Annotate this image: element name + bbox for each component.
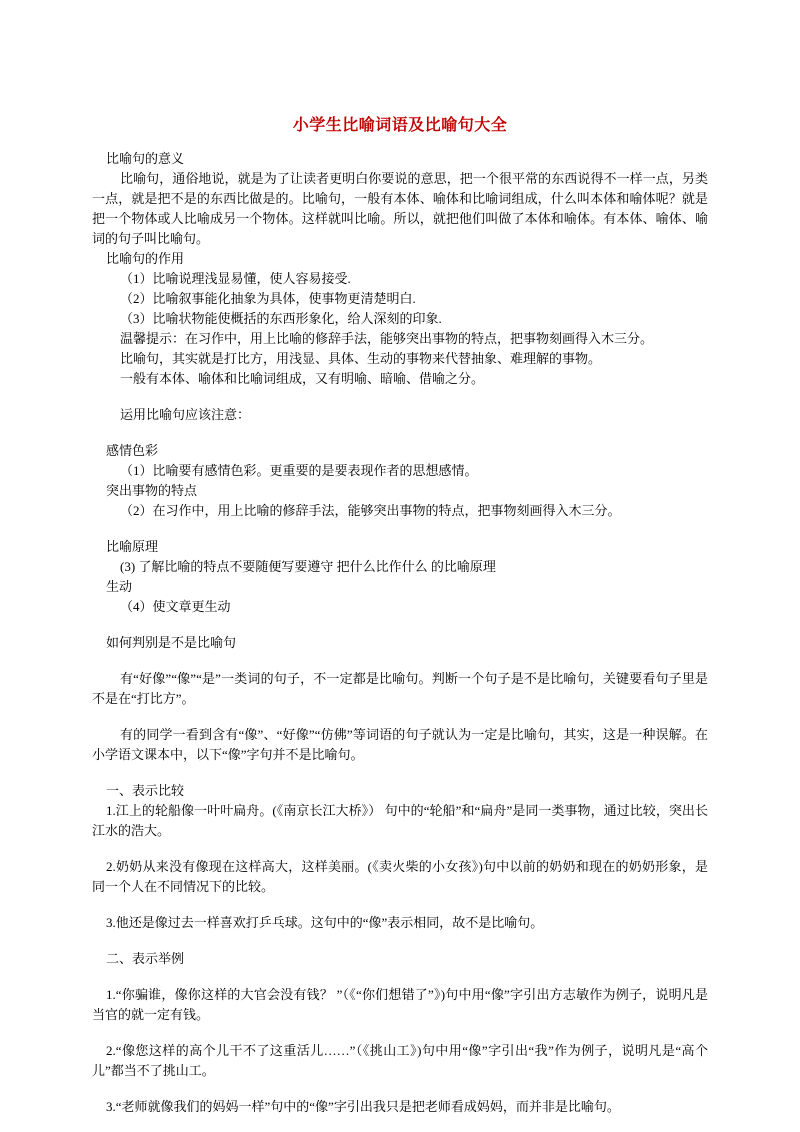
paragraph: 一、表示比较: [106, 783, 185, 798]
paragraph: 3.“老师就像我们的妈妈一样”句中的“像”字引出我只是把老师看成妈妈，而并非是比喻句。: [106, 1099, 620, 1114]
paragraph: 比喻原理: [106, 539, 159, 554]
paragraph-spacer: [92, 425, 708, 441]
paragraph-spacer: [92, 933, 708, 949]
paragraph: （2）比喻叙事能化抽象为具体，使事物更清楚明白.: [120, 291, 416, 306]
paragraph: 比喻句，其实就是打比方，用浅显、具体、生动的事物来代替抽象、难理解的事物。: [120, 351, 602, 366]
paragraph: 一般有本体、喻体和比喻词组成，又有明喻、暗喻、借喻之分。: [120, 371, 485, 386]
paragraph-spacer: [92, 897, 708, 913]
paragraph-spacer: [92, 1081, 708, 1097]
paragraph: 有的同学一看到含有“像”、“好像”“仿佛”等词语的句子就认为一定是比喻句，其实，这是一种误解。在小学语文课本中，以下“像”字句并不是比喻句。: [92, 727, 708, 762]
paragraph: 运用比喻句应该注意：: [120, 407, 251, 422]
paragraph: 生动: [106, 579, 133, 594]
paragraph: （3）比喻状物能使概括的东西形象化，给人深刻的印象.: [120, 311, 442, 326]
paragraph: 比喻句，通俗地说，就是为了让读者更明白你要说的意思，把一个很平常的东西说得不一样一点，另类一点，就是把不是的东西比做是的。比喻句，一般有本体、喻体和比喻词组成，什么叫本体和喻体呢？就是把一个物体或人比喻成另一个物体。这样就叫比喻。所以，就把他们叫做了本体和喻体。有本体、喻体、喻词的句子叫比喻句。: [92, 171, 708, 246]
paragraph-spacer: [92, 709, 708, 725]
paragraph-spacer: [92, 521, 708, 537]
paragraph-spacer: [92, 653, 708, 669]
paragraph: 温馨提示：在习作中，用上比喻的修辞手法，能够突出事物的特点，把事物刻画得入木三分。: [120, 331, 654, 346]
paragraph: 如何判别是不是比喻句: [106, 635, 237, 650]
paragraph-spacer: [92, 617, 708, 633]
paragraph-spacer: [92, 841, 708, 857]
paragraph: 2.奶奶从来没有像现在这样高大，这样美丽。(《卖火柴的小女孩》)句中以前的奶奶和现在的奶奶形象，是同一个人在不同情况下的比较。: [92, 859, 708, 894]
paragraph-spacer: [92, 389, 708, 405]
paragraph: （1）比喻说理浅显易懂，使人容易接受.: [120, 271, 351, 286]
paragraph: 2.“像您这样的高个儿干不了这重活儿……”（《挑山工》)句中用“像”字引出“我”作为例子，说明凡是“高个儿”都当不了挑山工。: [92, 1043, 708, 1078]
paragraph: 突出事物的特点: [106, 483, 198, 498]
paragraph: 有“好像”“像”“是”一类词的句子，不一定都是比喻句。判断一个句子是不是比喻句，关键要看句子里是不是在“打比方”。: [92, 671, 708, 706]
paragraph: （4）使文章更生动: [120, 599, 231, 614]
document-body: [92, 149, 708, 1117]
paragraph: (3) 了解比喻的特点不要随便写要遵守 把什么比作什么 的比喻原理: [120, 559, 496, 574]
paragraph: 1.江上的轮船像一叶叶扁舟。(《南京长江大桥》） 句中的“轮船”和“扁舟”是同一类事物，通过比较，突出长江水的浩大。: [92, 803, 708, 838]
paragraph: （1）比喻要有感情色彩。更重要的是要表现作者的思想感情。: [120, 463, 478, 478]
paragraph: 二、表示举例: [106, 951, 185, 966]
paragraph: 3.他还是像过去一样喜欢打乒乓球。这句中的“像”表示相同，故不是比喻句。: [106, 915, 544, 930]
paragraph-spacer: [92, 1025, 708, 1041]
paragraph: （2）在习作中，用上比喻的修辞手法，能够突出事物的特点，把事物刻画得入木三分。: [120, 503, 621, 518]
paragraph-spacer: [92, 765, 708, 781]
paragraph: 感情色彩: [106, 443, 159, 458]
paragraph: 比喻句的意义: [106, 151, 185, 166]
paragraph: 1.“你骗谁，像你这样的大官会没有钱？ ”（《“你们想错了”》)句中用“像”字引出方志敏作为例子，说明凡是当官的就一定有钱。: [92, 987, 708, 1022]
paragraph: 比喻句的作用: [106, 251, 185, 266]
paragraph-spacer: [92, 969, 708, 985]
page-title: 小学生比喻词语及比喻句大全: [292, 117, 508, 134]
